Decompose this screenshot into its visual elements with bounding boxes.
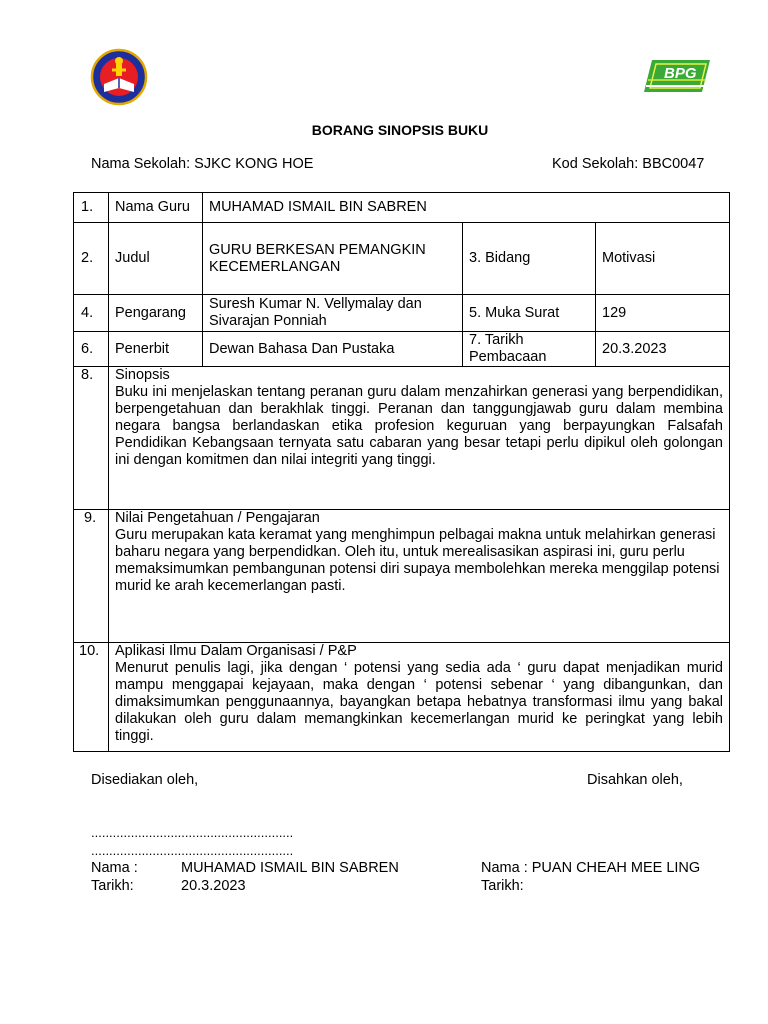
signature-line: ........................................................ <box>91 843 294 858</box>
table-row <box>74 223 730 295</box>
bpg-logo-text: BPG <box>664 65 697 82</box>
approver-name: Nama : PUAN CHEAH MEE LING <box>481 860 701 876</box>
application-cell <box>109 643 730 752</box>
preparer-name-label: Nama : <box>91 860 138 876</box>
page-title: BORANG SINOPSIS BUKU <box>311 122 489 138</box>
ministry-crest-icon <box>90 48 148 106</box>
school-code: Kod Sekolah: BBC0047 <box>552 156 705 172</box>
table-row <box>74 332 730 367</box>
title-label: Judul <box>109 223 203 295</box>
preparer-date-label: Tarikh: <box>91 878 134 894</box>
preparer-name-value: MUHAMAD ISMAIL BIN SABREN <box>181 860 399 876</box>
book-title-value: GURU BERKESAN PEMANGKIN KECEMERLANGAN <box>203 223 463 295</box>
application-text: Menurut penulis lagi, jika dengan ‘ potensi yang sedia ada ‘ guru dapat menjadikan murid mampu menggapai kejayaan, maka dengan ‘ potensi sebenar ‘ yang dibangunkan, dan dimaksimumkan penggunaannya, bayangkan betapa hebatnya transformasi ilmu yang bakal dilakukan oleh guru dalam memangkinkan kecemerlangan murid ke peringkat yang lebih tinggi. <box>115 660 723 744</box>
synopsis-form-table <box>73 192 730 752</box>
page-count-value: 129 <box>596 295 730 332</box>
author-value: Suresh Kumar N. Vellymalay dan Sivarajan Ponniah <box>203 295 463 332</box>
reading-date-label: 7. Tarikh Pembacaan <box>463 332 596 367</box>
approved-by-label: Disahkan oleh, <box>587 772 683 788</box>
row-number: 10. <box>74 643 109 752</box>
table-row <box>74 193 730 223</box>
row-number: 8. <box>74 367 109 510</box>
row-number: 2. <box>74 223 109 295</box>
synopsis-text: Buku ini menjelaskan tentang peranan guru dalam menzahirkan generasi yang berpendidikan, berpengetahuan dan berakhlak tinggi. Peranan dan tanggungjawab guru dalam membina negara bangsa berlandaskan etika profesion keguruan yang berpayungkan Falsafah Pendidikan Kebangsaan ternyata satu cabaran yang besar tetapi perlu dipikul oleh golongan ini dengan komitmen dan nilai integriti yang tinggi. <box>115 384 723 468</box>
teacher-name-label: Nama Guru <box>109 193 203 223</box>
signature-line: ........................................................ <box>91 825 294 840</box>
reading-date-value: 20.3.2023 <box>596 332 730 367</box>
table-row <box>74 510 730 643</box>
knowledge-value-heading: Nilai Pengetahuan / Pengajaran <box>115 510 320 526</box>
synopsis-heading: Sinopsis <box>115 367 170 383</box>
field-label: 3. Bidang <box>463 223 596 295</box>
row-number: 9. <box>74 510 109 643</box>
bpg-logo-icon <box>644 56 712 96</box>
row-number: 4. <box>74 295 109 332</box>
prepared-by-label: Disediakan oleh, <box>91 772 199 788</box>
knowledge-value-text: Guru merupakan kata keramat yang menghimpun pelbagai makna untuk melahirkan generasi baharu negara yang berpendidkan. Oleh itu, untuk merealisasikan aspirasi ini, guru perlu memaksimumkan pembangunan potensi diri supaya membolehkan mereka menggilap potensi murid ke arah kecemerlangan pasti. <box>115 527 720 594</box>
publisher-value: Dewan Bahasa Dan Pustaka <box>203 332 463 367</box>
knowledge-value-cell <box>109 510 730 643</box>
table-row <box>74 367 730 510</box>
table-row <box>74 295 730 332</box>
approver-date-label: Tarikh: <box>481 878 524 894</box>
table-row <box>74 643 730 752</box>
page-count-label: 5. Muka Surat <box>463 295 596 332</box>
teacher-name-value: MUHAMAD ISMAIL BIN SABREN <box>203 193 730 223</box>
application-heading: Aplikasi Ilmu Dalam Organisasi / P&P <box>115 643 357 659</box>
row-number: 1. <box>74 193 109 223</box>
synopsis-cell <box>109 367 730 510</box>
publisher-label: Penerbit <box>109 332 203 367</box>
school-name: Nama Sekolah: SJKC KONG HOE <box>91 156 314 172</box>
preparer-date-value: 20.3.2023 <box>181 878 246 894</box>
field-value: Motivasi <box>596 223 730 295</box>
author-label: Pengarang <box>109 295 203 332</box>
row-number: 6. <box>74 332 109 367</box>
